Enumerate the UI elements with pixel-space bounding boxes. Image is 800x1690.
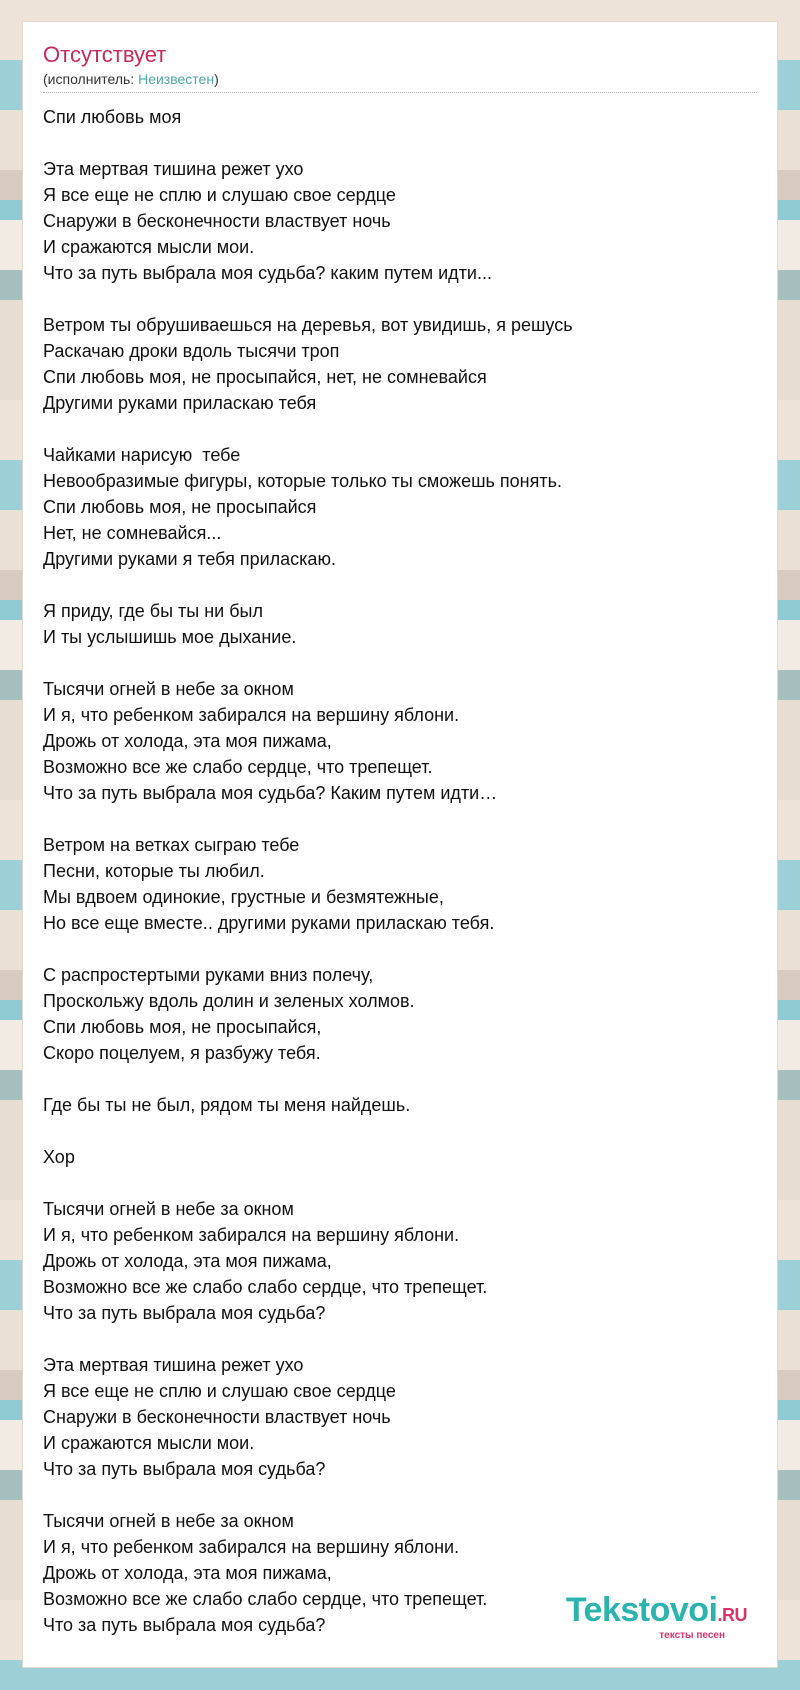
lyric-line <box>43 416 757 442</box>
lyric-line: Возможно все же слабо слабо сердце, что трепещет. <box>43 1277 488 1297</box>
song-header <box>43 42 757 88</box>
lyric-line: Я все еще не сплю и слушаю свое сердце <box>43 1381 396 1401</box>
lyric-line: Другими руками приласкаю тебя <box>43 393 317 413</box>
song-title: Отсутствует <box>43 42 167 67</box>
lyric-line: Тысячи огней в небе за окном <box>43 1511 294 1531</box>
lyric-line: Скоро поцелуем, я разбужу тебя. <box>43 1043 321 1063</box>
logo-name: Tekstovoi <box>565 1591 718 1629</box>
lyric-line: Ветром на ветках сыграю тебе <box>43 835 300 855</box>
lyric-line: Что за путь выбрала моя судьба? <box>43 1303 326 1323</box>
lyric-line: Песни, которые ты любил. <box>43 861 265 881</box>
lyric-line: Тысячи огней в небе за окном <box>43 1199 294 1219</box>
lyric-line: И я, что ребенком забирался на вершину яблони. <box>43 1225 460 1245</box>
lyric-line: Ветром ты обрушиваешься на деревья, вот увидишь, я решусь <box>43 315 573 335</box>
logo-domain: .RU <box>717 1605 747 1625</box>
logo-wordmark <box>566 1593 747 1632</box>
lyric-line: Дрожь от холода, эта моя пижама, <box>43 1563 332 1583</box>
lyric-line: Что за путь выбрала моя судьба? <box>43 1615 326 1635</box>
lyric-line <box>43 1170 757 1196</box>
lyric-line: Раскачаю дроки вдоль тысячи троп <box>43 341 340 361</box>
lyric-line: Хор <box>43 1147 75 1167</box>
lyric-line: Нет, не сомневайся... <box>43 523 222 543</box>
lyric-line: Мы вдвоем одинокие, грустные и безмятежные, <box>43 887 444 907</box>
lyrics-text <box>43 104 757 1638</box>
lyric-line: Я все еще не сплю и слушаю свое сердце <box>43 185 396 205</box>
lyric-line <box>43 1326 757 1352</box>
lyric-line: И я, что ребенком забирался на вершину яблони. <box>43 705 460 725</box>
lyric-line: Тысячи огней в небе за окном <box>43 679 294 699</box>
lyric-line: Возможно все же слабо слабо сердце, что трепещет. <box>43 1589 488 1609</box>
lyric-line: С распростертыми руками вниз полечу, <box>43 965 374 985</box>
lyric-line: И ты услышишь мое дыхание. <box>43 627 297 647</box>
lyric-line: Что за путь выбрала моя судьба? каким путем идти... <box>43 263 492 283</box>
lyric-line: Спи любовь моя <box>43 107 182 127</box>
lyric-line: Спи любовь моя, не просыпайся <box>43 497 317 517</box>
lyric-line: Проскольжу вдоль долин и зеленых холмов. <box>43 991 415 1011</box>
lyric-line: Что за путь выбрала моя судьба? <box>43 1459 326 1479</box>
lyric-line: Где бы ты не был, рядом ты меня найдешь. <box>43 1095 411 1115</box>
lyric-line: Снаружи в бесконечности властвует ночь <box>43 1407 391 1427</box>
lyric-line: Невообразимые фигуры, которые только ты сможешь понять. <box>43 471 562 491</box>
lyric-line <box>43 806 757 832</box>
lyric-line <box>43 936 757 962</box>
lyric-line: Дрожь от холода, эта моя пижама, <box>43 731 332 751</box>
lyric-line: Я приду, где бы ты ни был <box>43 601 263 621</box>
lyric-line: Дрожь от холода, эта моя пижама, <box>43 1251 332 1271</box>
lyric-line <box>43 286 757 312</box>
lyric-line: Возможно все же слабо сердце, что трепещет. <box>43 757 433 777</box>
lyric-line <box>43 572 757 598</box>
artist-prefix: (исполнитель: <box>43 71 139 87</box>
lyric-line <box>43 1066 757 1092</box>
artist-suffix: ) <box>214 71 219 87</box>
logo-tagline: тексты песен <box>659 1630 725 1641</box>
lyrics-card <box>22 21 778 1668</box>
lyric-line: Другими руками я тебя приласкаю. <box>43 549 336 569</box>
site-logo[interactable] <box>566 1593 747 1641</box>
lyric-line: Но все еще вместе.. другими руками приласкаю тебя. <box>43 913 495 933</box>
lyric-line: Эта мертвая тишина режет ухо <box>43 159 304 179</box>
lyric-line: И сражаются мысли мои. <box>43 237 255 257</box>
lyric-line: И я, что ребенком забирался на вершину яблони. <box>43 1537 460 1557</box>
artist-link[interactable]: Неизвестен <box>138 71 215 87</box>
lyric-line: Спи любовь моя, не просыпайся, <box>43 1017 322 1037</box>
lyric-line <box>43 1118 757 1144</box>
header-divider <box>43 92 757 93</box>
lyric-line: Эта мертвая тишина режет ухо <box>43 1355 304 1375</box>
lyric-line: И сражаются мысли мои. <box>43 1433 255 1453</box>
lyric-line: Чайками нарисую тебе <box>43 445 241 465</box>
lyric-line: Что за путь выбрала моя судьба? Каким путем идти… <box>43 783 498 803</box>
lyric-line <box>43 1482 757 1508</box>
lyric-line <box>43 650 757 676</box>
lyric-line: Снаружи в бесконечности властвует ночь <box>43 211 391 231</box>
lyric-line <box>43 130 757 156</box>
lyric-line: Спи любовь моя, не просыпайся, нет, не сомневайся <box>43 367 487 387</box>
artist-line <box>43 70 757 88</box>
